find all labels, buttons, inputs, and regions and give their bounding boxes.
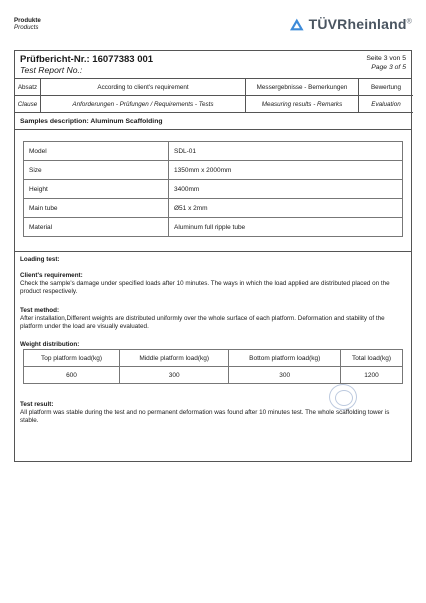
weight-header: Top platform load(kg) bbox=[24, 350, 120, 367]
col-requirement-en: According to client's requirement bbox=[41, 79, 246, 96]
table-row bbox=[24, 142, 403, 161]
products-label bbox=[14, 17, 41, 32]
weight-value: 600 bbox=[24, 367, 120, 384]
col-requirement-de-en: Anforderungen - Prüfungen / Requirements - Tests bbox=[41, 96, 246, 113]
sample-value: Ø51 x 2mm bbox=[169, 199, 403, 218]
col-results-en: Measuring results - Remarks bbox=[246, 96, 359, 113]
products-en: Products bbox=[14, 24, 39, 32]
inspection-stamp bbox=[329, 384, 357, 410]
page-number-en: Page 3 of 5 bbox=[371, 64, 406, 71]
col-verdict-de: Bewertung bbox=[359, 79, 413, 96]
sample-label: Size bbox=[24, 161, 169, 180]
col-absatz: Absatz bbox=[15, 79, 41, 96]
sample-label: Material bbox=[24, 218, 169, 237]
loading-divider bbox=[15, 251, 411, 252]
sample-label: Model bbox=[24, 142, 169, 161]
report-title-en: Test Report No.: bbox=[20, 65, 83, 75]
weight-header: Bottom platform load(kg) bbox=[229, 350, 341, 367]
sample-label: Height bbox=[24, 180, 169, 199]
samples-title-divider bbox=[15, 129, 411, 130]
table-row bbox=[24, 350, 403, 367]
table-row bbox=[24, 218, 403, 237]
weight-value: 300 bbox=[120, 367, 229, 384]
triangle-logo-icon bbox=[290, 15, 304, 34]
test-method-title: Test method: bbox=[20, 307, 60, 314]
report-header bbox=[15, 51, 411, 79]
column-header-grid bbox=[15, 79, 411, 113]
weight-value: 300 bbox=[229, 367, 341, 384]
loading-test-title: Loading test: bbox=[20, 256, 60, 263]
table-row bbox=[24, 367, 403, 384]
col-results-de: Messergebnisse - Bemerkungen bbox=[246, 79, 359, 96]
report-frame bbox=[14, 50, 412, 462]
samples-title: Samples description: Aluminum Scaffolding bbox=[20, 118, 163, 125]
products-de: Produkte bbox=[14, 17, 41, 24]
test-result-text: All platform was stable during the test and no permanent deformation was found after 10 minutes test. The whole scaffolding tower is stable. bbox=[20, 409, 390, 424]
sample-label: Main tube bbox=[24, 199, 169, 218]
client-requirement-text: Check the sample's damage under specified loads after 10 minutes. The ways in which the load applied are distributed placed on the product respectively. bbox=[20, 280, 390, 295]
report-title-de: Prüfbericht-Nr.: 16077383 001 bbox=[20, 54, 154, 65]
logo-text: TÜVRheinland® bbox=[308, 16, 412, 32]
sample-value: SDL-01 bbox=[169, 142, 403, 161]
page-number-de: Seite 3 von 5 bbox=[366, 55, 406, 62]
table-row bbox=[24, 180, 403, 199]
weight-table bbox=[23, 349, 403, 384]
sample-value: Aluminum full ripple tube bbox=[169, 218, 403, 237]
weight-distribution-title: Weight distribution: bbox=[20, 341, 80, 348]
client-requirement-title: Client's requirement: bbox=[20, 272, 83, 279]
samples-table bbox=[23, 141, 403, 237]
table-row bbox=[24, 199, 403, 218]
weight-header: Middle platform load(kg) bbox=[120, 350, 229, 367]
tuv-logo bbox=[290, 13, 412, 35]
sample-value: 3400mm bbox=[169, 180, 403, 199]
weight-header: Total load(kg) bbox=[341, 350, 403, 367]
weight-value: 1200 bbox=[341, 367, 403, 384]
col-clause: Clause bbox=[15, 96, 41, 113]
table-row bbox=[24, 161, 403, 180]
col-verdict-en: Evaluation bbox=[359, 96, 413, 113]
sample-value: 1350mm x 2000mm bbox=[169, 161, 403, 180]
test-result-title: Test result: bbox=[20, 401, 54, 408]
test-method-text: After installation,Different weights are distributed uniformly over the whole surface of each platform. Deformation and stability of the platform under the load are visually evaluated. bbox=[20, 315, 385, 330]
